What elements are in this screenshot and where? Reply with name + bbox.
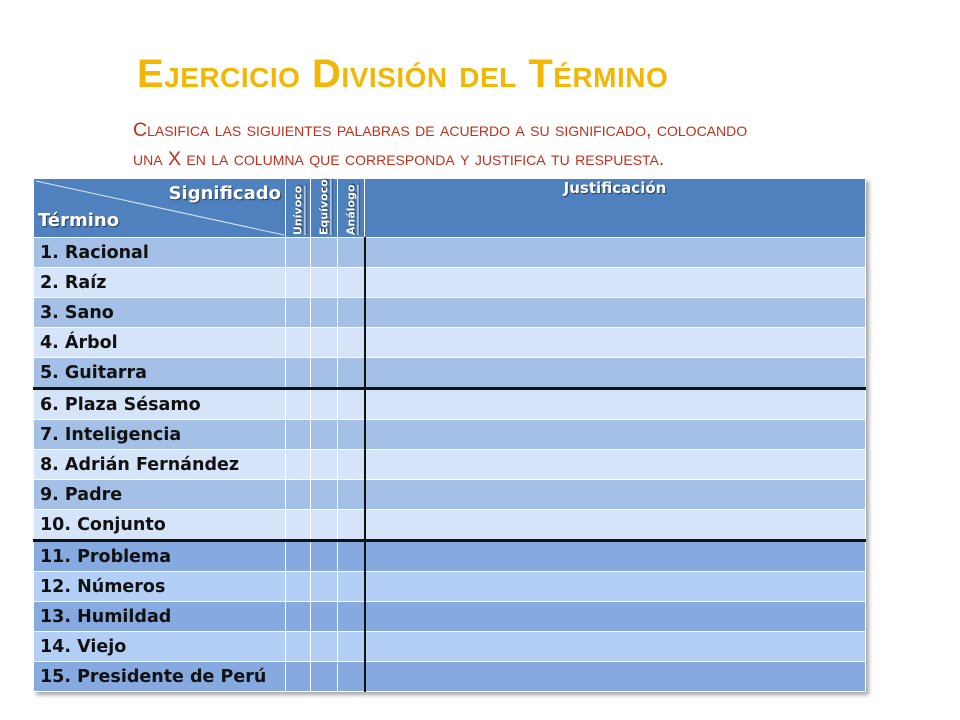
term-cell: 14. Viejo [34,632,286,662]
equivoco-cell[interactable] [311,480,338,510]
classification-table [33,178,866,692]
justificacion-cell[interactable] [365,602,866,632]
table-row [34,572,866,602]
table-row [34,480,866,510]
term-cell: 13. Humildad [34,602,286,632]
analogo-cell[interactable] [338,358,365,389]
justificacion-cell[interactable] [365,238,866,268]
table-row [34,238,866,268]
justificacion-cell[interactable] [365,328,866,358]
univoco-cell[interactable] [286,238,311,268]
analogo-cell[interactable] [338,328,365,358]
justificacion-cell[interactable] [365,480,866,510]
analogo-cell[interactable] [338,268,365,298]
term-cell: 3. Sano [34,298,286,328]
equivoco-cell[interactable] [311,632,338,662]
table-row [34,602,866,632]
table-header-row [34,179,866,238]
term-cell: 1. Racional [34,238,286,268]
analogo-cell[interactable] [338,602,365,632]
header-justificacion-label: Justificación [563,179,667,197]
header-univoco-label: Unívoco [291,185,305,235]
univoco-cell[interactable] [286,268,311,298]
univoco-cell[interactable] [286,602,311,632]
term-cell: 8. Adrián Fernández [34,450,286,480]
table-row [34,298,866,328]
equivoco-cell[interactable] [311,328,338,358]
header-univoco [286,179,311,238]
analogo-cell[interactable] [338,298,365,328]
header-termino: Término [38,210,120,231]
equivoco-cell[interactable] [311,420,338,450]
equivoco-cell[interactable] [311,298,338,328]
univoco-cell[interactable] [286,510,311,541]
page-title: Ejercicio División del Término [137,52,669,96]
equivoco-cell[interactable] [311,510,338,541]
term-cell: 6. Plaza Sésamo [34,389,286,420]
term-cell: 10. Conjunto [34,510,286,541]
analogo-cell[interactable] [338,450,365,480]
univoco-cell[interactable] [286,420,311,450]
header-analogo [338,179,365,238]
term-cell: 15. Presidente de Perú [34,662,286,692]
univoco-cell[interactable] [286,358,311,389]
header-equivoco-label: Equívoco [317,179,331,235]
justificacion-cell[interactable] [365,298,866,328]
univoco-cell[interactable] [286,662,311,692]
equivoco-cell[interactable] [311,358,338,389]
justificacion-cell[interactable] [365,662,866,692]
justificacion-cell[interactable] [365,389,866,420]
univoco-cell[interactable] [286,328,311,358]
justificacion-cell[interactable] [365,268,866,298]
analogo-cell[interactable] [338,541,365,572]
table-row [34,662,866,692]
univoco-cell[interactable] [286,450,311,480]
table-row [34,510,866,541]
analogo-cell[interactable] [338,389,365,420]
equivoco-cell[interactable] [311,389,338,420]
justificacion-cell[interactable] [365,541,866,572]
header-diagonal-cell [34,179,286,238]
header-justificacion [365,179,866,238]
equivoco-cell[interactable] [311,602,338,632]
term-cell: 11. Problema [34,541,286,572]
instructions-line-2: una X en la columna que corresponda y justifica tu respuesta. [133,148,665,170]
univoco-cell[interactable] [286,298,311,328]
instructions-line-1: Clasifica las siguientes palabras de acuerdo a su significado, colocando [133,119,748,141]
table-row [34,420,866,450]
header-significado: Significado [168,183,281,204]
table-row [34,632,866,662]
analogo-cell[interactable] [338,572,365,602]
univoco-cell[interactable] [286,632,311,662]
table-row [34,328,866,358]
justificacion-cell[interactable] [365,572,866,602]
analogo-cell[interactable] [338,662,365,692]
instructions [133,116,853,174]
analogo-cell[interactable] [338,480,365,510]
equivoco-cell[interactable] [311,268,338,298]
justificacion-cell[interactable] [365,510,866,541]
justificacion-cell[interactable] [365,420,866,450]
table-row [34,389,866,420]
table-row [34,268,866,298]
term-cell: 7. Inteligencia [34,420,286,450]
table-row [34,358,866,389]
term-cell: 2. Raíz [34,268,286,298]
equivoco-cell[interactable] [311,662,338,692]
analogo-cell[interactable] [338,420,365,450]
analogo-cell[interactable] [338,510,365,541]
justificacion-cell[interactable] [365,450,866,480]
equivoco-cell[interactable] [311,238,338,268]
equivoco-cell[interactable] [311,450,338,480]
term-cell: 5. Guitarra [34,358,286,389]
equivoco-cell[interactable] [311,541,338,572]
term-cell: 12. Números [34,572,286,602]
term-cell: 9. Padre [34,480,286,510]
header-equivoco [311,179,338,238]
analogo-cell[interactable] [338,632,365,662]
equivoco-cell[interactable] [311,572,338,602]
table-row [34,450,866,480]
univoco-cell[interactable] [286,480,311,510]
justificacion-cell[interactable] [365,632,866,662]
analogo-cell[interactable] [338,238,365,268]
univoco-cell[interactable] [286,541,311,572]
header-analogo-label: Análogo [344,184,358,235]
univoco-cell[interactable] [286,572,311,602]
justificacion-cell[interactable] [365,358,866,389]
univoco-cell[interactable] [286,389,311,420]
term-cell: 4. Árbol [34,328,286,358]
table-row [34,541,866,572]
